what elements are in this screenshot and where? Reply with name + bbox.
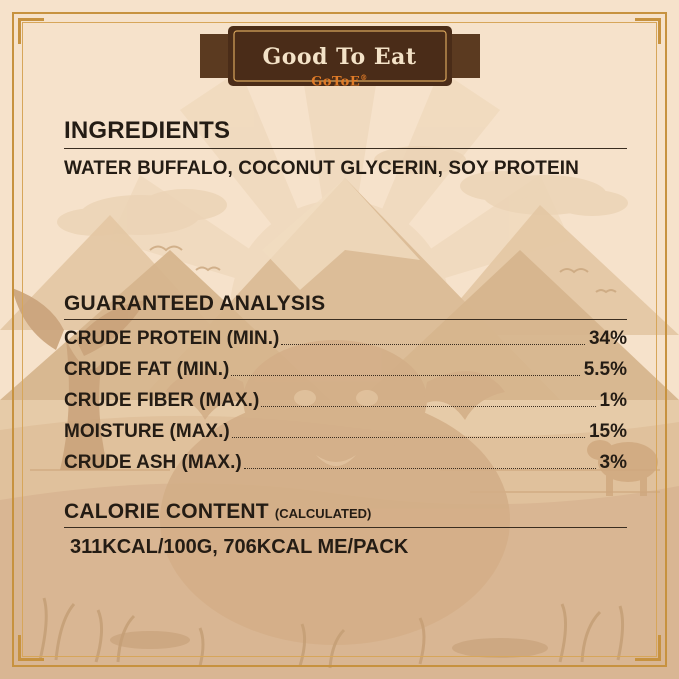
leader-dots [261, 406, 595, 407]
brand-banner [200, 16, 480, 96]
leader-dots [281, 344, 585, 345]
nutrient-name: MOISTURE (MAX.) [64, 421, 230, 443]
table-row [64, 421, 627, 443]
label-content [64, 118, 627, 559]
calorie-content-heading-sub: (CALCULATED) [274, 506, 372, 522]
calorie-content-divider [64, 527, 627, 528]
leader-dots [231, 375, 579, 376]
nutrient-value: 15% [588, 421, 627, 443]
nutrient-name: CRUDE FIBER (MAX.) [64, 390, 260, 412]
brand-logo-text [200, 73, 480, 89]
nutrient-value: 5.5% [583, 359, 627, 381]
nutrient-value: 3% [599, 452, 627, 474]
ingredients-section [64, 118, 627, 182]
registered-trademark-icon: ® [360, 73, 368, 82]
guaranteed-analysis-heading: GUARANTEED ANALYSIS [64, 292, 326, 316]
guaranteed-analysis-divider [64, 319, 627, 320]
nutrient-value: 1% [599, 390, 627, 412]
guaranteed-analysis-list [64, 328, 627, 474]
ingredients-text: WATER BUFFALO, COCONUT GLYCERIN, SOY PROTEIN [64, 158, 579, 180]
calorie-content-heading [64, 500, 627, 523]
table-row [64, 452, 627, 474]
guaranteed-analysis-section [64, 292, 627, 474]
calorie-content-heading-label: CALORIE CONTENT [64, 500, 269, 524]
nutrient-name: CRUDE ASH (MAX.) [64, 452, 242, 474]
brand-logo-label: GoToE [311, 74, 361, 90]
ingredients-heading: INGREDIENTS [64, 117, 231, 144]
table-row [64, 328, 627, 350]
table-row [64, 390, 627, 412]
nutrient-name: CRUDE FAT (MIN.) [64, 359, 230, 381]
brand-title: Good To Eat [262, 44, 417, 70]
calorie-content-section [64, 500, 627, 559]
ingredients-divider [64, 148, 627, 149]
table-row [64, 359, 627, 381]
leader-dots [244, 468, 596, 469]
leader-dots [232, 437, 585, 438]
nutrient-name: CRUDE PROTEIN (MIN.) [64, 328, 280, 350]
nutrient-value: 34% [588, 328, 627, 350]
calorie-content-value: 311KCAL/100G, 706KCAL ME/PACK [70, 536, 409, 559]
